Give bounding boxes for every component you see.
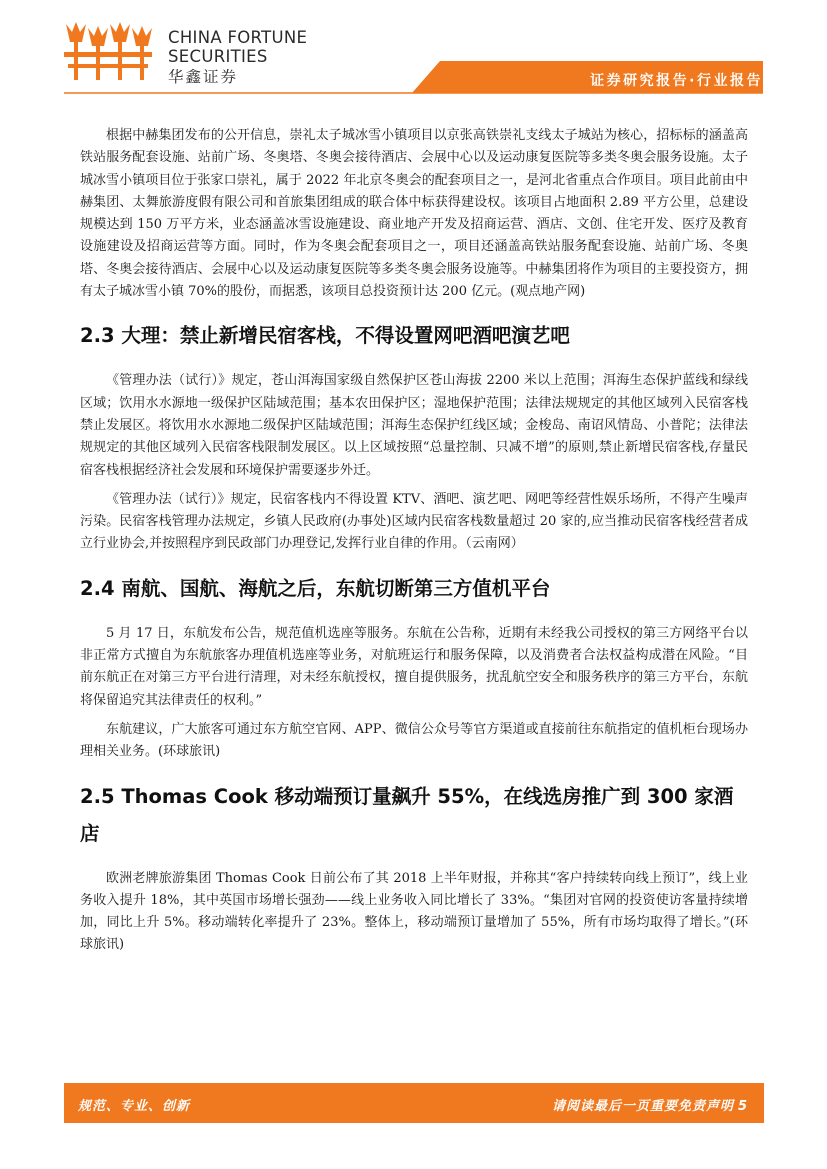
footer-slogan: 规范、专业、创新 [78,1099,191,1114]
section-2-5-paragraph-1: 欧洲老牌旅游集团 Thomas Cook 日前公布了其 2018 上半年财报，并称其“客户持续转向线上预订”，线上业务收入提升 18%，其中英国市场增长强劲——线上业务收入同比增长了 33%。“集团对官网的投资使访客量持续增加，同比上升 5%。移动端转化率提升了 23%。整体上，移动端预订量增加了 55%，所有市场均取得了增长。”(环球旅讯) [80,870,748,953]
report-body [80,125,748,964]
page-footer [64,1083,764,1123]
section-heading-2-4: 2.4 南航、国航、海航之后，东航切断第三方值机平台 [80,576,551,600]
section-2-4-paragraph-1: 5 月 17 日，东航发布公告，规范值机选座等服务。东航在公告称，近期有未经我公司授权的第三方网络平台以非正常方式擅自为东航旅客办理值机选座等业务，对航班运行和服务保障，以及消费者合法权益构成潜在风险。“目前东航正在对第三方平台进行清理，对未经东航授权，擅自提供服务，扰乱航空安全和服务秩序的第三方平台，东航将保留追究其法律责任的权利。” [80,625,748,708]
brand-chinese: 华鑫证券 [168,68,239,86]
page-header [0,0,827,100]
section-2-3-paragraph-2: 《管理办法（试行）》规定，民宿客栈内不得设置 KTV、酒吧、演艺吧、网吧等经营性娱乐场所，不得产生噪声污染。民宿客栈管理办法规定，乡镇人民政府(办事处)区域内民宿客栈数量超过 20 家的,应当推动民宿客栈经营者成立行业协会,并按照程序到民政部门办理登记,发挥行业自律的作用。（云南网） [80,491,748,552]
page-number: 5 [737,1099,748,1114]
intro-paragraph: 根据中赫集团发布的公开信息，崇礼太子城冰雪小镇项目以京张高铁崇礼支线太子城站为核心，招标标的涵盖高铁站服务配套设施、站前广场、冬奥塔、冬奥会接待酒店、会展中心以及运动康复医院等多类冬奥会服务设施。太子城冰雪小镇项目位于张家口崇礼，属于 2022 年北京冬奥会的配套项目之一，是河北省重点合作项目。项目此前由中赫集团、太舞旅游度假有限公司和首旅集团组成的联合体中标获得建设权。该项目占地面积 2.89 平方公里，总建设规模达到 150 万平方米，业态涵盖冰雪设施建设、商业地产开发及招商运营、酒店、文创、住宅开发、医疗及教育设施建设及招商运营等方面。同时，作为冬奥会配套项目之一，项目还涵盖高铁站服务配套设施、站前广场、冬奥塔、冬奥会接待酒店、会展中心以及运动康复医院等多类冬奥会服务设施等。中赫集团将作为项目的主要投资方，拥有太子城冰雪小镇 70%的股份，而据悉，该项目总投资预计达 200 亿元。(观点地产网) [80,128,748,300]
section-2-3-paragraph-1: 《管理办法（试行）》规定，苍山洱海国家级自然保护区苍山海拔 2200 米以上范围；洱海生态保护蓝线和绿线区域；饮用水水源地一级保护区陆域范围；基本农田保护区；湿地保护范围；法律法规规定的其他区域列入民宿客栈禁止发展区。将饮用水水源地二级保护区陆域范围；洱海生态保护红线区域；金梭岛、南诏风情岛、小普陀；法律法规规定的其他区域列入民宿客栈限制发展区。以上区域按照“总量控制、只减不增”的原则,禁止新增民宿客栈,存量民宿客栈根据经济社会发展和环境保护需要逐步外迁。 [80,373,748,478]
report-type-label: 证券研究报告·行业报告 [590,73,763,89]
brand-english-line2: SECURITIES [168,47,268,66]
brand-english-line1: CHINA FORTUNE [168,28,308,47]
section-heading-2-5: 2.5 Thomas Cook 移动端预订量飙升 55%，在线选房推广到 300 家酒店 [80,784,734,845]
section-heading-2-3: 2.3 大理：禁止新增民宿客栈，不得设置网吧酒吧演艺吧 [80,324,570,348]
disclaimer-text: 请阅读最后一页重要免责声明 [551,1099,734,1114]
section-2-4-paragraph-2: 东航建议，广大旅客可通过东方航空官网、APP、微信公众号等官方渠道或直接前往东航指定的值机柜台现场办理相关业务。(环球旅讯) [80,721,748,760]
footer-disclaimer [548,1095,748,1114]
